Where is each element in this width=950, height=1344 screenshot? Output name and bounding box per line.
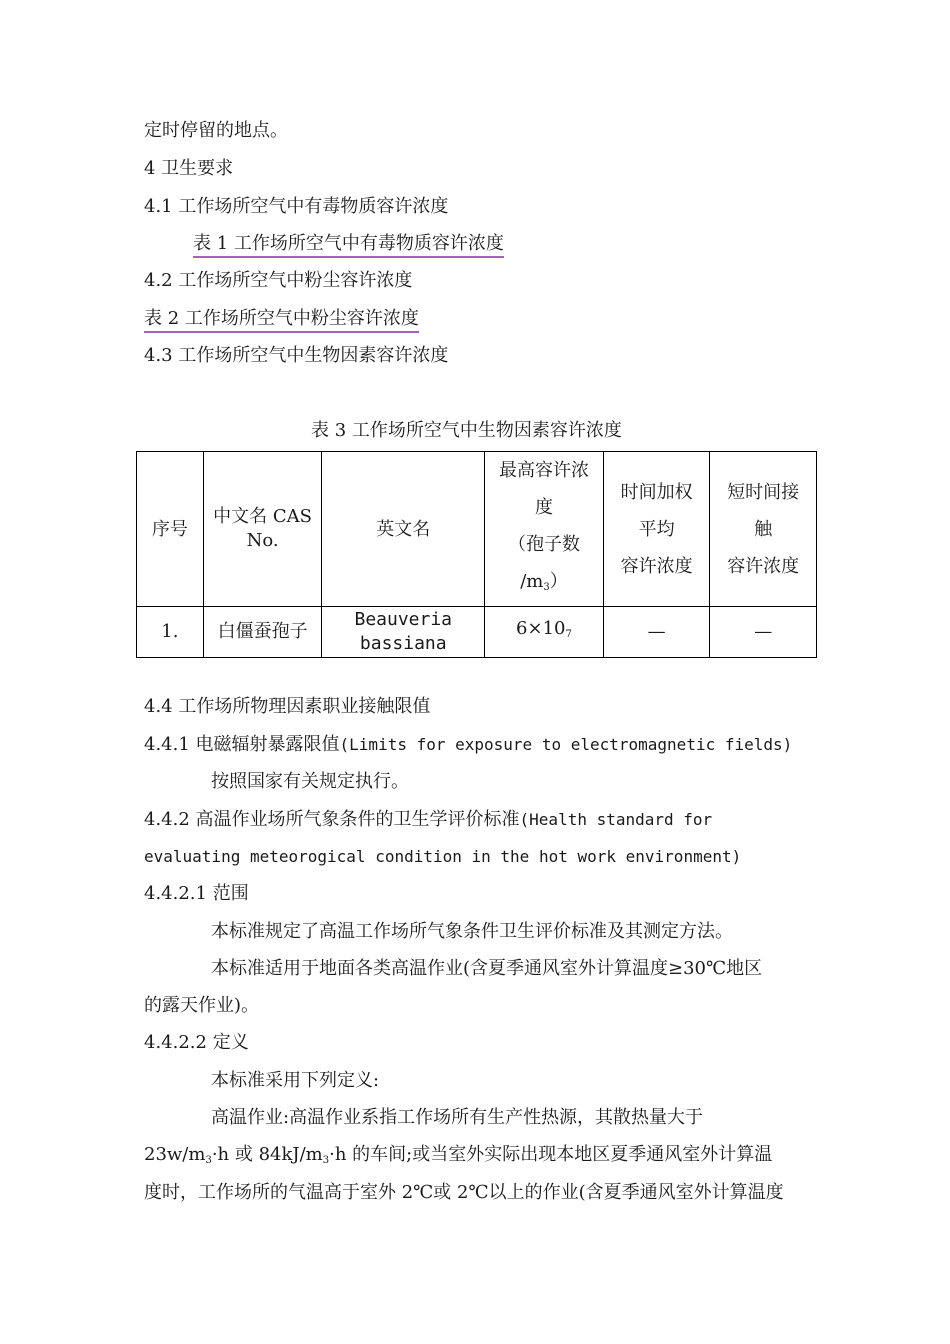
cell-max-conc: $6\times 10_7$ (485, 607, 604, 658)
subsection-heading: 4.4.2.2 定义 (144, 1032, 249, 1053)
header-en-name: 英文名 (322, 452, 485, 607)
paragraph-line: $23w/m_3\cdot h$ 或 $84kJ/m_3\cdot h$ 的车间;或当室外实际出现本地区夏季通风室外计算温 (144, 1144, 773, 1166)
paragraph-line: 本标准采用下列定义: (211, 1070, 380, 1091)
table2-link[interactable] (144, 307, 419, 331)
cell-short-term: — (710, 607, 817, 658)
subsection-heading: 4.3 工作场所空气中生物因素容许浓度 (144, 345, 449, 366)
paragraph-line: 本标准适用于地面各类高温作业(含夏季通风室外计算温度≥30℃地区 (211, 958, 763, 979)
table-row (137, 607, 817, 658)
bio-factor-table (136, 451, 817, 658)
table1-link[interactable] (193, 232, 504, 256)
header-cn-name: 中文名 CAS No. (203, 452, 322, 607)
paragraph-line: 高温作业:高温作业系指工作场所有生产性热源，其散热量大于 (211, 1107, 704, 1128)
paragraph-line: 定时停留的地点。 (144, 120, 288, 141)
table-caption: 表 3 工作场所空气中生物因素容许浓度 (311, 420, 622, 441)
header-short-term: 短时间接 触 容许浓度 (710, 452, 817, 607)
cell-cn-name: 白僵蚕孢子 (203, 607, 322, 658)
section-heading: 4 卫生要求 (144, 158, 234, 179)
subsection-heading: 4.4.2.1 范围 (144, 883, 249, 904)
paragraph-line: 本标准规定了高温工作场所气象条件卫生评价标准及其测定方法。 (211, 921, 733, 942)
header-seq: 序号 (137, 452, 204, 607)
subsection-heading: 4.1 工作场所空气中有毒物质容许浓度 (144, 196, 449, 217)
paragraph-line: 按照国家有关规定执行。 (211, 771, 409, 792)
paragraph-line: 的露天作业)。 (144, 995, 260, 1016)
subsection-heading: 4.4.2 高温作业场所气象条件的卫生学评价标准(Health standard for (144, 809, 713, 830)
header-max-conc: 最高容许浓 度 （孢子数 $/m_3$） (485, 452, 604, 607)
table-header-row (137, 452, 817, 607)
paragraph-line: evaluating meteorogical condition in the hot work environment) (144, 847, 742, 866)
cell-seq: 1. (137, 607, 204, 658)
subsection-heading: 4.4 工作场所物理因素职业接触限值 (144, 696, 431, 717)
header-twa: 时间加权 平均 容许浓度 (603, 452, 710, 607)
cell-en-name: Beauveria bassiana (322, 607, 485, 658)
subsection-heading: 4.2 工作场所空气中粉尘容许浓度 (144, 270, 413, 291)
subsection-heading: 4.4.1 电磁辐射暴露限值(Limits for exposure to electromagnetic fields) (144, 734, 793, 755)
cell-twa: — (603, 607, 710, 658)
table2-link-text[interactable]: 表 2 工作场所空气中粉尘容许浓度 (144, 308, 419, 333)
table1-link-text[interactable]: 表 1 工作场所空气中有毒物质容许浓度 (193, 233, 504, 258)
paragraph-line: 度时，工作场所的气温高于室外 2℃或 2℃以上的作业(含夏季通风室外计算温度 (144, 1182, 784, 1203)
